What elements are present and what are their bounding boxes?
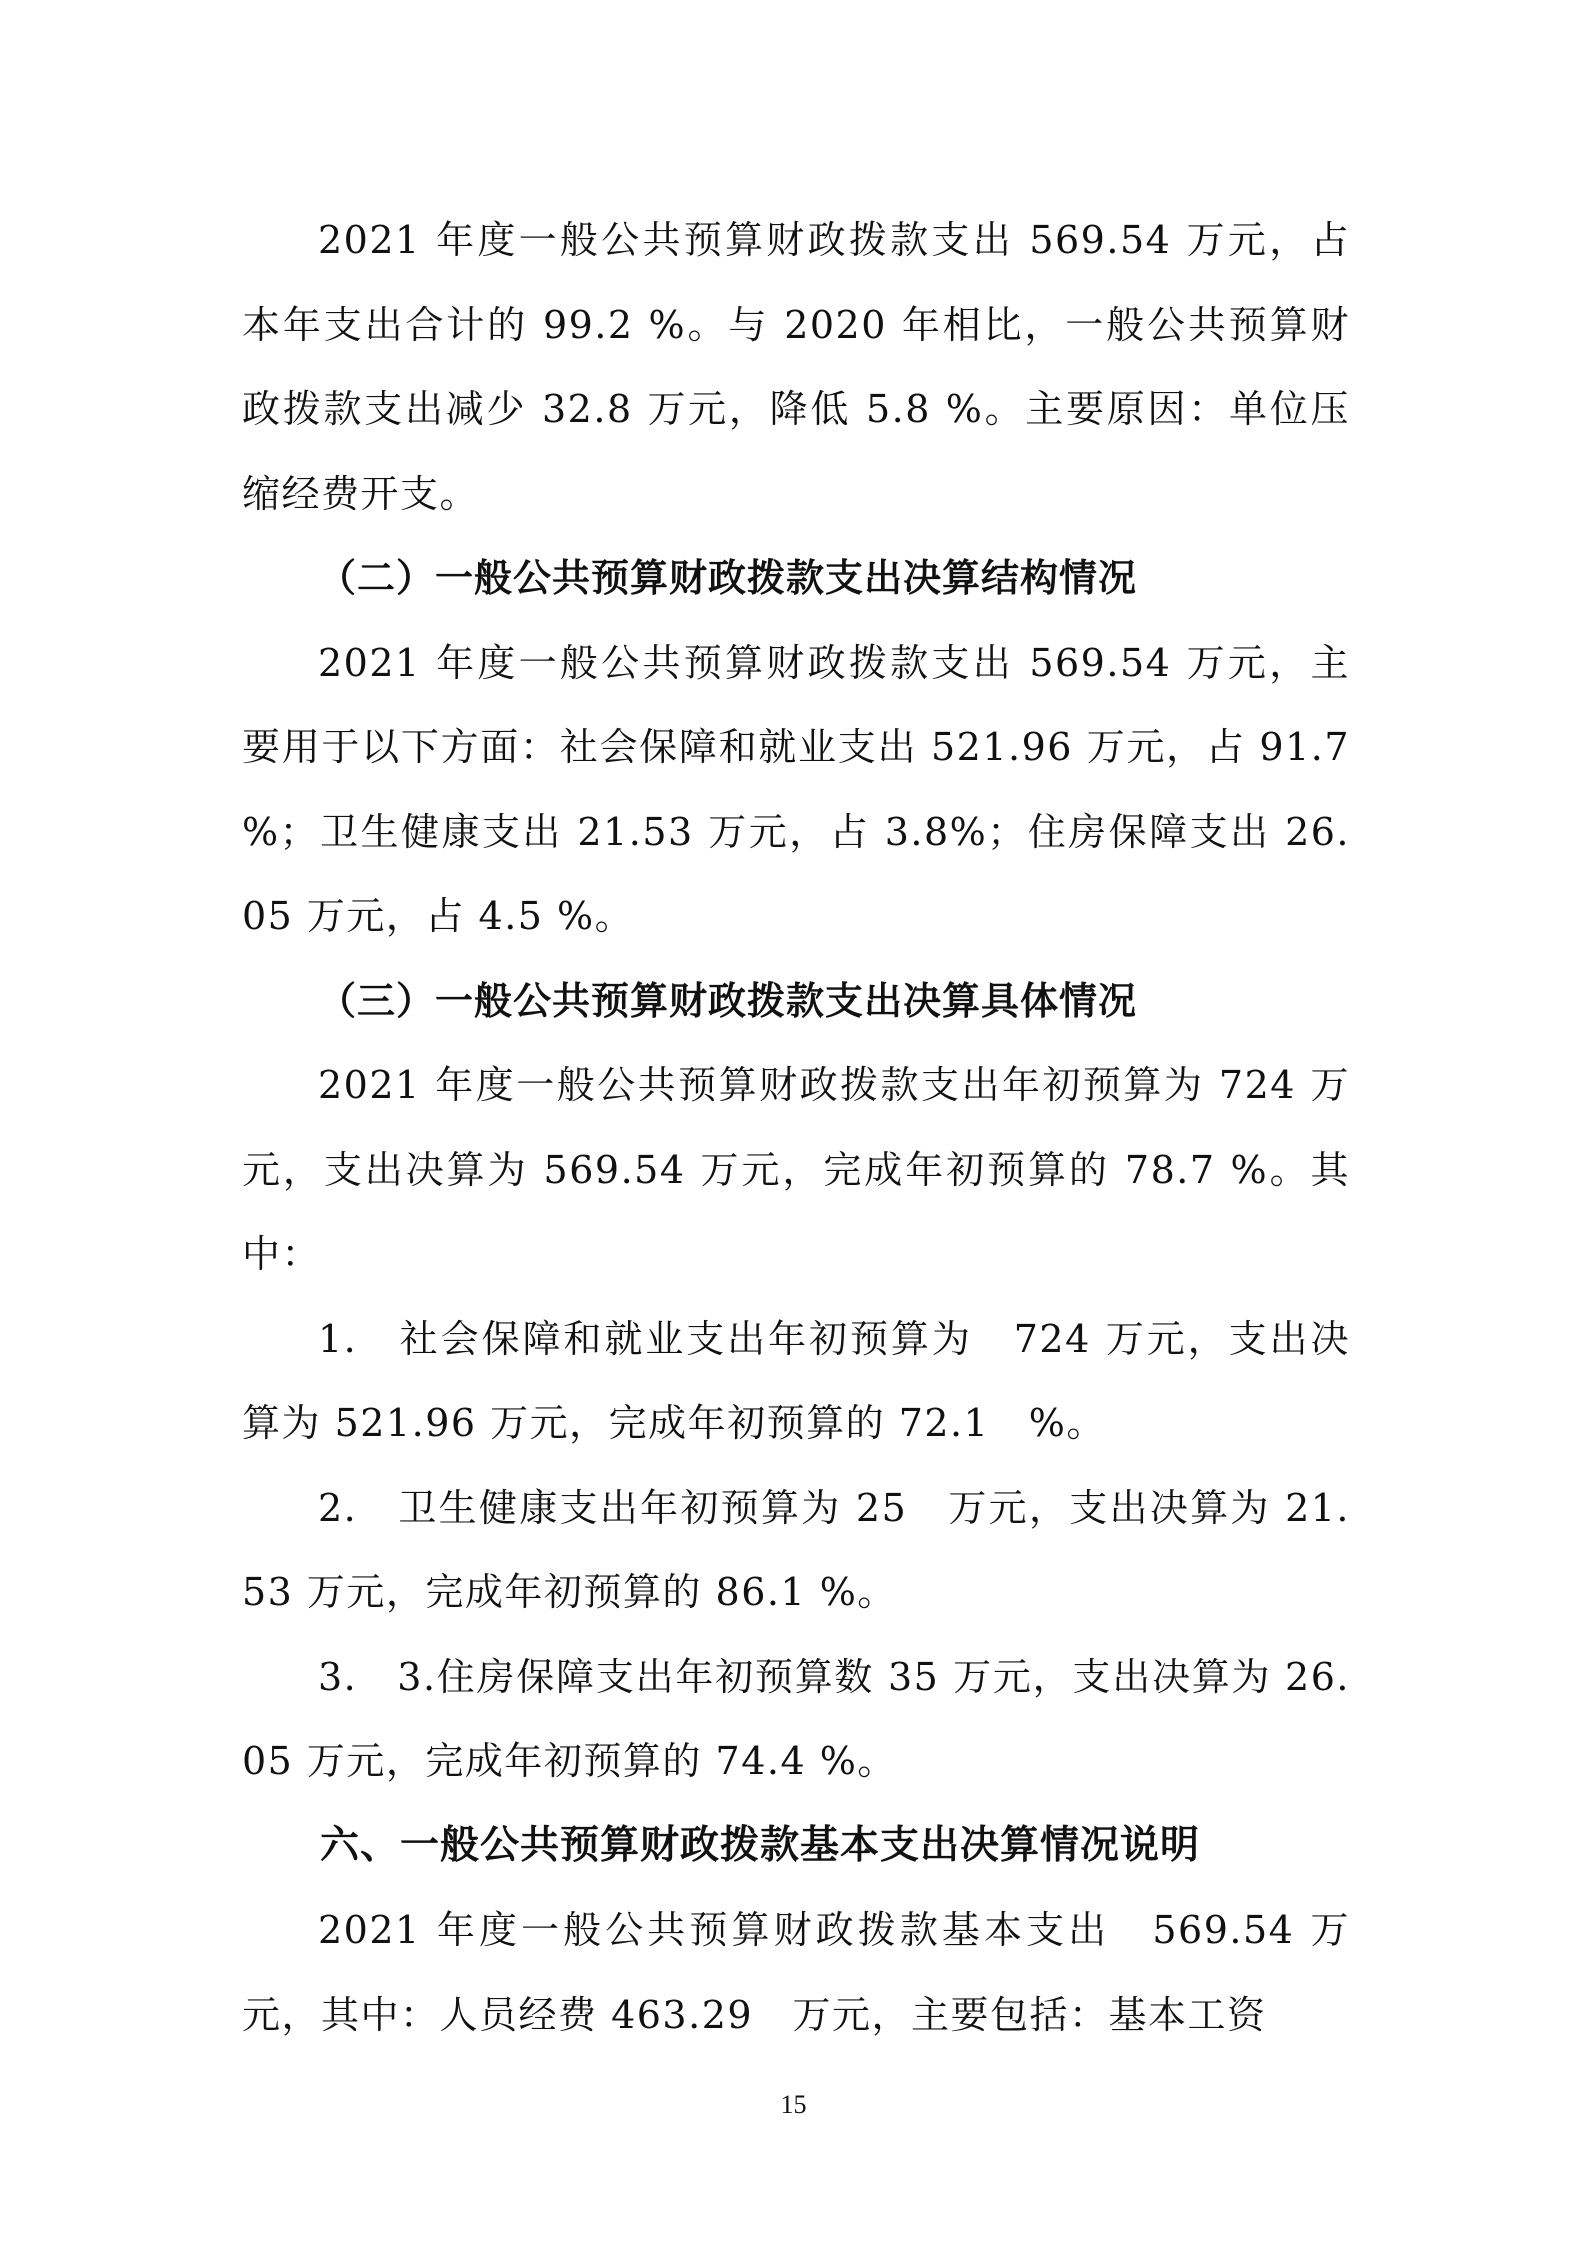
list-item-social-security: 1. 社会保障和就业支出年初预算为 724 万元，支出决算为 521.96 万元，完成年初预算的 72.1 %。 (242, 1316, 1350, 1445)
subheading-expenditure-details: （三）一般公共预算财政拨款支出决算具体情况 (318, 977, 1138, 1023)
page-number: 15 (780, 2090, 807, 2119)
paragraph-budget-completion: 2021 年度一般公共预算财政拨款支出年初预算为 724 万元，支出决算为 569.54 万元，完成年初预算的 78.7 %。其中： (242, 1063, 1350, 1276)
list-item-health: 2. 卫生健康支出年初预算为 25 万元，支出决算为 21.53 万元，完成年初预算的 86.1 %。 (242, 1485, 1350, 1614)
paragraph-expenditure-summary: 2021 年度一般公共预算财政拨款支出 569.54 万元，占本年支出合计的 99.2 %。与 2020 年相比，一般公共预算财政拨款支出减少 32.8 万元，降低 5.8 %。主要原因：单位压缩经费开支。 (242, 218, 1350, 516)
list-item-housing: 3. 3.住房保障支出年初预算数 35 万元，支出决算为 26.05 万元，完成年初预算的 74.4 %。 (242, 1654, 1350, 1783)
section-heading-basic-expenditure: 六、一般公共预算财政拨款基本支出决算情况说明 (320, 1822, 1201, 1868)
paragraph-expenditure-structure: 2021 年度一般公共预算财政拨款支出 569.54 万元，主要用于以下方面：社会保障和就业支出 521.96 万元，占 91.7 %；卫生健康支出 21.53 万元，占 3.8%；住房保障支出 26.05 万元，占 4.5 %。 (242, 640, 1350, 938)
page-content (242, 198, 1350, 2057)
paragraph-basic-expenditure: 2021 年度一般公共预算财政拨款基本支出 569.54 万元，其中：人员经费 463.29 万元，主要包括：基本工资 (242, 1908, 1350, 2037)
subheading-expenditure-structure: （二）一般公共预算财政拨款支出决算结构情况 (318, 555, 1138, 600)
